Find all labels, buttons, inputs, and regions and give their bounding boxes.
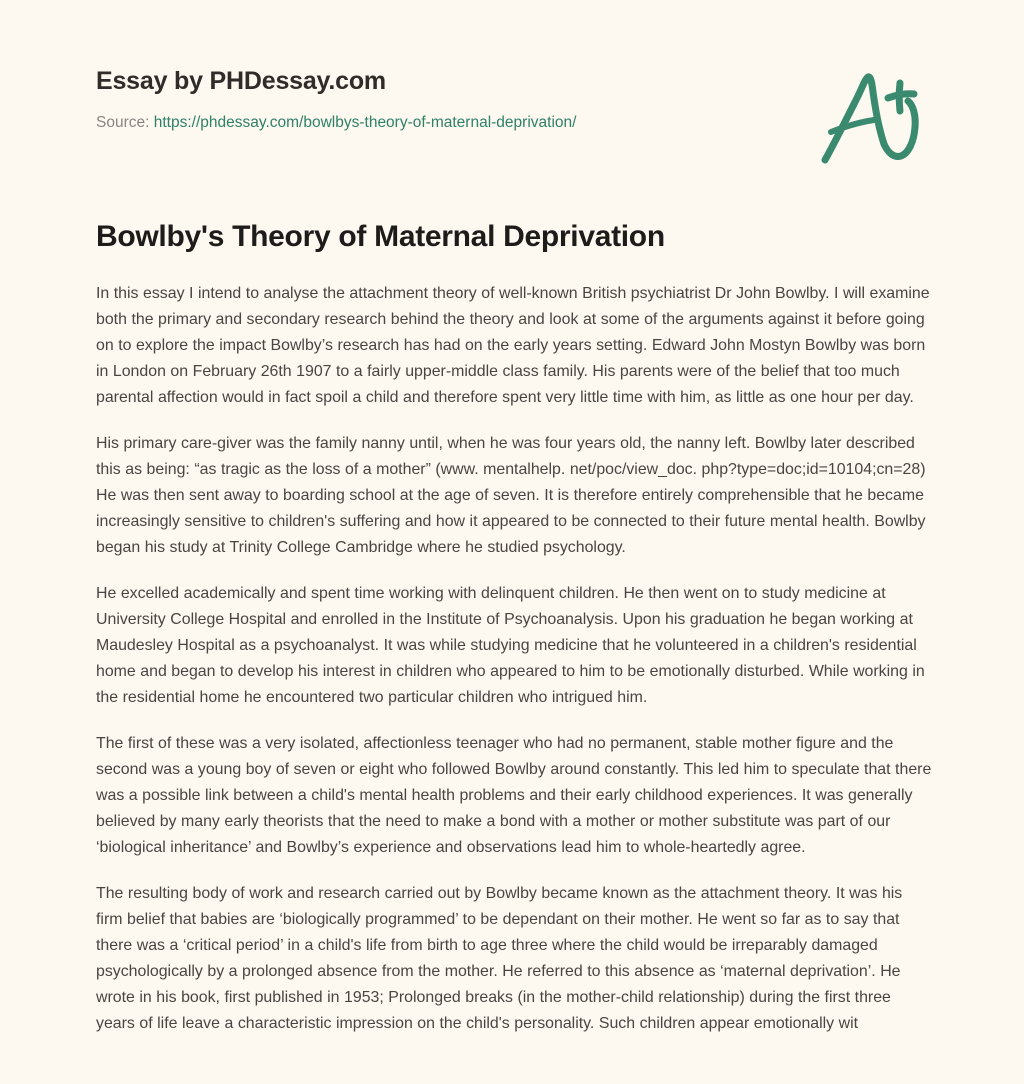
paragraph: In this essay I intend to analyse the attachment theory of well-known British psychiatrist Dr John Bowlby. I will examine both the primary and secondary research behind the theory and look at some of the arguments against it before going on to explore the impact Bowlby’s research has had on the early years setting. Edward John Mostyn Bowlby was born in London on February 26th 1907 to a fairly upper-middle class family. His parents were of the belief that too much parental affection would in fact spoil a child and therefore spent very little time with him, as little as one hour per day. <box>96 285 930 406</box>
paragraph: The first of these was a very isolated, affectionless teenager who had no permanent, stable mother figure and the second was a young boy of seven or eight who followed Bowlby around constantly. This led him to speculate that there was a possible link between a child's mental health problems and their early childhood experiences. It was generally believed by many early theorists that the need to make a bond with a mother or mother substitute was part of our ‘biological inheritance’ and Bowlby’s experience and observations lead him to whole-heartedly agree. <box>96 735 932 856</box>
source-url-link[interactable]: https://phdessay.com/bowlbys-theory-of-maternal-deprivation/ <box>153 114 577 131</box>
paragraph: The resulting body of work and research carried out by Bowlby became known as the attachment theory. It was his firm belief that babies are ‘biologically programmed’ to be dependant on their mother. He went so far as to say that there was a ‘critical period’ in a child's life from birth to age three where the child would be irreparably damaged psychologically by a prolonged absence from the mother. He referred to this absence as ‘maternal deprivation’. He wrote in his book, first published in 1953; Prolonged breaks (in the mother-child relationship) during the first three years of life leave a characteristic impression on the child's personality. Such children appear emotionally wit <box>96 885 903 1032</box>
essay-body <box>96 281 932 1037</box>
paragraph: His primary care-giver was the family nanny until, when he was four years old, the nanny left. Bowlby later described this as being: “as tragic as the loss of a mother” (www. mentalhelp. net/poc/view_doc. php?type=doc;id=10104;cn=28) He was then sent away to boarding school at the age of seven. It is therefore entirely comprehensible that he became increasingly sensitive to children's suffering and how it appeared to be connected to their future mental health. Bowlby began his study at Trinity College Cambridge where he studied psychology. <box>96 435 926 556</box>
paragraph: He excelled academically and spent time working with delinquent children. He then went on to study medicine at University College Hospital and enrolled in the Institute of Psychoanalysis. Upon his graduation he began working at Maudesley Hospital as a psychoanalyst. It was while studying medicine that he volunteered in a children's residential home and began to develop his interest in children who appeared to him to be emotionally disturbed. While working in the residential home he encountered two particular children who intrigued him. <box>96 585 925 706</box>
brand-title: Essay by PHDessay.com <box>96 67 386 95</box>
page-title: Bowlby's Theory of Maternal Deprivation <box>96 220 665 253</box>
source-label: Source: <box>96 114 150 131</box>
aplus-logo-icon <box>814 70 930 170</box>
page-header <box>96 66 930 176</box>
source-line <box>96 113 930 133</box>
